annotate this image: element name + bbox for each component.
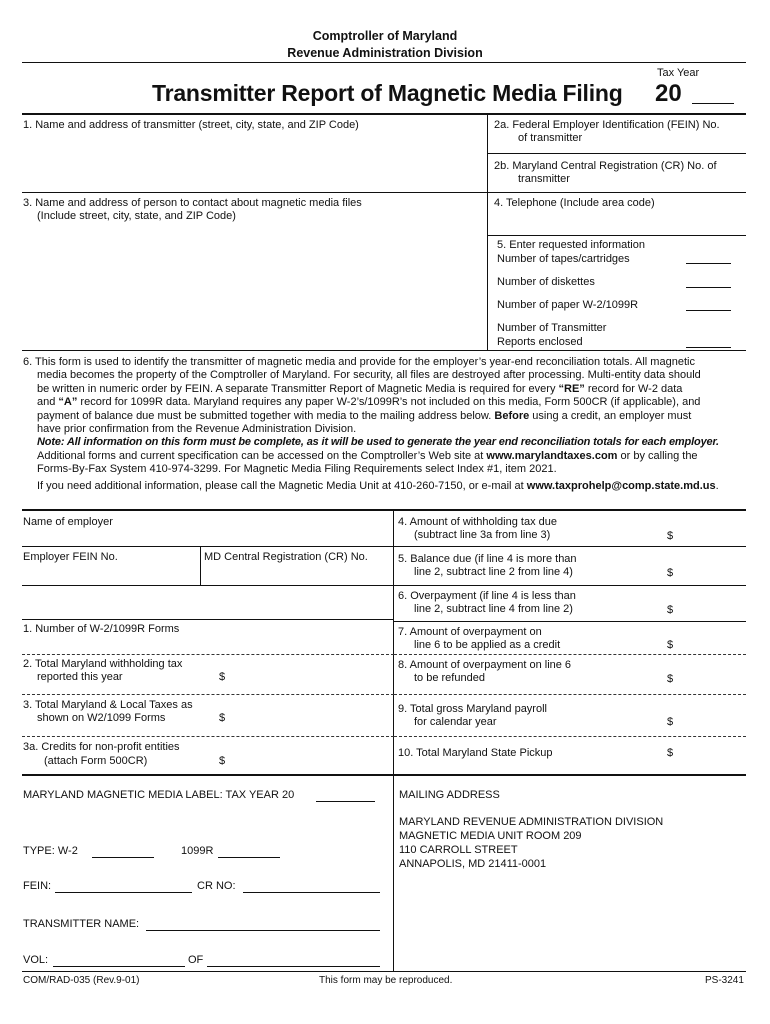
line-1-label: 1. Number of W-2/1099R Forms	[23, 623, 180, 635]
line-5-dollar: $	[667, 567, 674, 579]
line-3-label: 3. Total Maryland & Local Taxes as	[23, 699, 193, 711]
type-1099r-label: 1099R	[181, 845, 214, 857]
line-8-rule	[394, 694, 746, 695]
line-2-rule	[22, 694, 394, 695]
instructions-paragraph	[23, 356, 753, 493]
header-rule	[22, 62, 746, 63]
field-5-label: 5. Enter requested information	[497, 239, 645, 251]
line-3a-label-cont: (attach Form 500CR)	[44, 755, 148, 767]
line-5-label-cont: line 2, subtract line 2 from line 4)	[414, 566, 573, 578]
of-label: OF	[188, 954, 204, 966]
p6-line-d-text: and	[37, 396, 59, 409]
fax-line: Forms-By-Fax System 410-974-3299. For Magnetic Media Filing Requirements select Index #1, item 2021.	[37, 463, 557, 476]
line-8-label-cont: to be refunded	[414, 672, 485, 684]
form-id: COM/RAD-035 (Rev.9-01)	[23, 975, 140, 986]
division-name: Revenue Administration Division	[287, 46, 483, 60]
employer-name-label: Name of employer	[23, 516, 113, 528]
reports-blank[interactable]	[686, 347, 731, 348]
employer-section-divider	[393, 510, 394, 774]
line-7-label: 7. Amount of overpayment on	[398, 626, 542, 638]
line-2-dollar: $	[219, 671, 226, 683]
transmitter-name-label: TRANSMITTER NAME:	[23, 918, 140, 930]
type-w2-blank[interactable]	[92, 857, 154, 858]
line-4-dollar: $	[667, 530, 674, 542]
label-section-divider	[393, 776, 394, 972]
a-record: “A”	[58, 396, 78, 409]
line-9-dollar: $	[667, 716, 674, 728]
field-2b-label-cont: transmitter	[518, 173, 570, 185]
field-5-rule	[488, 235, 746, 236]
p6-line-d-text2: record for 1099R data. Maryland requires any paper W-2’s/1099R’s not included on this media, Form 500CR (if applicable), and	[77, 396, 701, 409]
employer-section-rule	[22, 509, 746, 511]
additional-forms-line	[23, 450, 753, 463]
p6-line-d	[23, 396, 753, 409]
line-9-label-cont: for calendar year	[414, 716, 497, 728]
mailing-address-title: MAILING ADDRESS	[399, 789, 500, 801]
contact-text: If you need additional information, please call the Magnetic Media Unit at 410-260-7150, or e-mail at	[37, 479, 527, 492]
paper-w2-label: Number of paper W-2/1099R	[497, 299, 639, 311]
contact-line	[23, 480, 753, 493]
line-3-label-cont: shown on W2/1099 Forms	[37, 712, 166, 724]
reproduction-note: This form may be reproduced.	[319, 975, 453, 986]
line-9-rule	[394, 736, 746, 737]
tax-year-prefix: 20	[655, 80, 682, 107]
line-1-rule	[22, 654, 394, 655]
line-8-label: 8. Amount of overpayment on line 6	[398, 659, 572, 671]
field-1-label: 1. Name and address of transmitter (street, city, state, and ZIP Code)	[23, 119, 359, 131]
line-9-label: 9. Total gross Maryland payroll	[398, 703, 547, 715]
employer-fein-label: Employer FEIN No.	[23, 551, 118, 563]
line-5-label: 5. Balance due (if line 4 is more than	[398, 553, 577, 565]
cr-no-blank[interactable]	[243, 892, 380, 893]
p6-line-f: have prior confirmation from the Revenue Administration Division.	[37, 423, 357, 436]
field-4-label: 4. Telephone (Include area code)	[494, 197, 655, 209]
line-4-label: 4. Amount of withholding tax due	[398, 516, 557, 528]
re-record: “RE”	[558, 382, 585, 395]
diskettes-label: Number of diskettes	[497, 276, 595, 288]
p6-line-e-text2: using a credit, an employer must	[529, 409, 692, 422]
of-blank[interactable]	[207, 966, 380, 967]
line-7-label-cont: line 6 to be applied as a credit	[414, 639, 561, 651]
line-6-label: 6. Overpayment (if line 4 is less than	[398, 590, 576, 602]
note-line: Note: All information on this form must be complete, as it will be used to generate the year end reconciliation totals for each employer.	[37, 436, 719, 449]
line-8-dollar: $	[667, 673, 674, 685]
p6-line-e	[23, 410, 753, 423]
instructions-rule	[22, 350, 746, 351]
fein-cr-divider	[200, 546, 201, 585]
reports-label: Number of Transmitter	[497, 322, 607, 334]
tapes-label: Number of tapes/cartridges	[497, 253, 630, 265]
agency-name: Comptroller of Maryland	[312, 29, 458, 43]
line-4-label-cont: (subtract line 3a from line 3)	[414, 529, 551, 541]
field-2b-label: 2b. Maryland Central Registration (CR) No. of	[494, 160, 717, 172]
contact-period: .	[715, 479, 719, 492]
p6-line-b: media becomes the property of the Comptroller of Maryland. For security, all files are destroyed after processing. Multi-entity data should	[37, 369, 701, 382]
transmitter-name-blank[interactable]	[146, 930, 380, 931]
field-3-rule	[22, 192, 746, 193]
email-link[interactable]: www.taxprohelp@comp.state.md.us	[526, 479, 716, 492]
line-1-top-rule	[22, 619, 394, 620]
footer-rule	[22, 971, 746, 972]
field-2a-label: 2a. Federal Employer Identification (FEIN) No.	[494, 119, 720, 131]
vol-label: VOL:	[23, 954, 49, 966]
additional-forms-text2: or by calling the	[617, 449, 698, 462]
line-3-rule	[22, 736, 394, 737]
tax-year-blank[interactable]	[692, 103, 734, 104]
additional-forms-text: Additional forms and current specification can be accessed on the Comptroller’s Web site at	[37, 449, 487, 462]
mailing-address-line-4: ANNAPOLIS, MD 21411-0001	[399, 858, 547, 870]
fein-row-rule	[22, 585, 394, 586]
line-3a-label: 3a. Credits for non-profit entities	[23, 741, 180, 753]
field-3-label-cont: (Include street, city, state, and ZIP Code)	[37, 210, 236, 222]
top-section-rule	[22, 113, 746, 115]
field-2a-rule	[488, 153, 746, 154]
website-link[interactable]: www.marylandtaxes.com	[486, 449, 618, 462]
tapes-blank[interactable]	[686, 263, 731, 264]
line-3-dollar: $	[219, 712, 226, 724]
p6-line-e-text: payment of balance due must be submitted together with media to the mailing address below.	[37, 409, 495, 422]
mailing-address-line-1: MARYLAND REVENUE ADMINISTRATION DIVISION	[399, 816, 664, 828]
employer-name-rule	[22, 546, 394, 547]
diskettes-blank[interactable]	[686, 287, 731, 288]
line-10-dollar: $	[667, 747, 674, 759]
label-section-rule	[22, 774, 746, 776]
line-6-rule	[394, 621, 746, 622]
paper-w2-blank[interactable]	[686, 310, 731, 311]
cr-no-label: CR NO:	[197, 880, 236, 892]
line-6-label-cont: line 2, subtract line 4 from line 2)	[414, 603, 573, 615]
media-label-title: MARYLAND MAGNETIC MEDIA LABEL: TAX YEAR 20	[23, 789, 295, 801]
form-title: Transmitter Report of Magnetic Media Filing	[152, 80, 623, 106]
p6-line-c	[23, 383, 753, 396]
line-2-label: 2. Total Maryland withholding tax	[23, 658, 183, 670]
p6-line-a: 6. This form is used to identify the transmitter of magnetic media and provide for the employer’s year-end reconciliation totals. All magnetic	[23, 356, 695, 368]
before-bold: Before	[494, 409, 530, 422]
p6-line-c-text: be written in numeric order by FEIN. A separate Transmitter Report of Magnetic Media is required for every	[37, 382, 559, 395]
line-2-label-cont: reported this year	[37, 671, 123, 683]
field-2a-label-cont: of transmitter	[518, 132, 583, 144]
line-7-rule	[394, 654, 746, 655]
media-label-year-blank[interactable]	[316, 801, 375, 802]
line-3a-dollar: $	[219, 755, 226, 767]
field-3-label: 3. Name and address of person to contact about magnetic media files	[23, 197, 362, 209]
line-5-rule	[394, 585, 746, 586]
line-10-label: 10. Total Maryland State Pickup	[398, 747, 553, 759]
line-7-dollar: $	[667, 639, 674, 651]
line-6-dollar: $	[667, 604, 674, 616]
reports-label-cont: Reports enclosed	[497, 336, 583, 348]
mailing-address-line-3: 110 CARROLL STREET	[399, 844, 518, 856]
p6-line-c-text2: record for W-2 data	[584, 382, 683, 395]
vol-blank[interactable]	[53, 966, 185, 967]
fein-label: FEIN:	[23, 880, 52, 892]
form-code: PS-3241	[705, 975, 744, 986]
fein-blank[interactable]	[55, 892, 192, 893]
type-w2-label: TYPE: W-2	[23, 845, 78, 857]
mailing-address-line-2: MAGNETIC MEDIA UNIT ROOM 209	[399, 830, 582, 842]
type-1099r-blank[interactable]	[218, 857, 280, 858]
top-section-divider	[487, 114, 488, 350]
line-4-rule	[394, 546, 746, 547]
tax-year-label: Tax Year	[657, 67, 700, 79]
md-cr-label: MD Central Registration (CR) No.	[204, 551, 368, 563]
